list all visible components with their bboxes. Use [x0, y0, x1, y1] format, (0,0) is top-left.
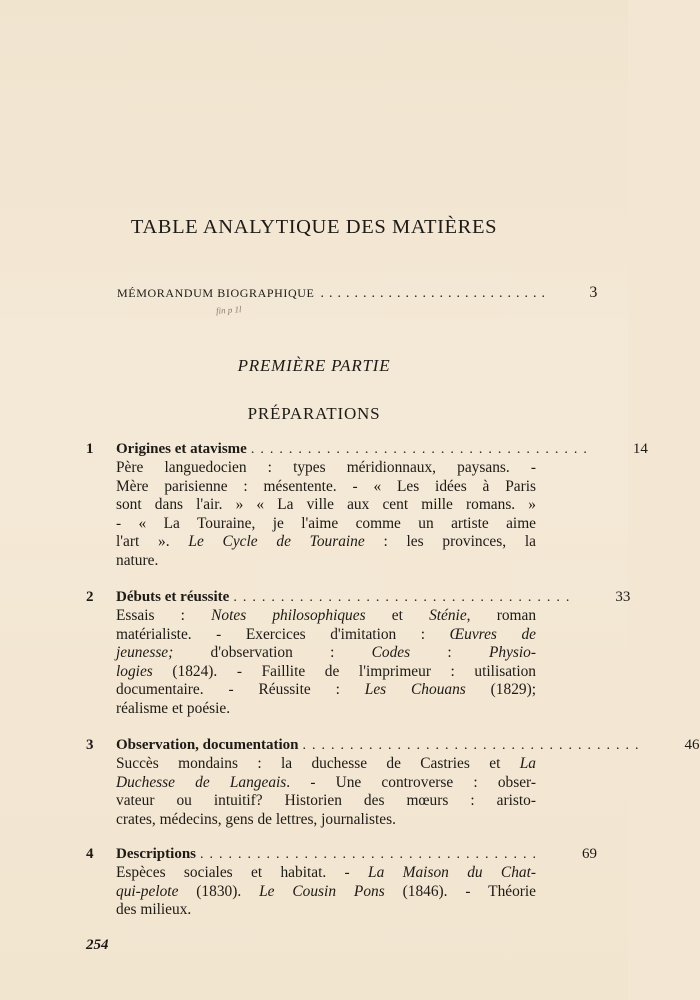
summary-line: Succès mondains : la duchesse de Castries et La	[116, 755, 536, 772]
entry-page: 69	[582, 846, 597, 862]
summary-line: - « La Touraine, je l'aime comme un artiste aime	[116, 514, 536, 532]
leader-dots: ....................................	[250, 442, 593, 457]
memorandum-entry	[117, 284, 598, 302]
entry-number: 3	[86, 737, 94, 753]
summary-line: logies (1824). - Faillite de l'imprimeur : utilisation	[116, 662, 536, 680]
entry-number: 2	[86, 589, 94, 605]
summary-line: nature.	[116, 551, 159, 569]
summary-line: qui-pelote (1830). Le Cousin Pons (1846). - Théorie	[116, 882, 537, 900]
entry-page: 46	[684, 737, 700, 753]
entry-summary	[116, 755, 536, 829]
summary-line: Mère parisienne : mésentente. - « Les idées à Paris	[116, 477, 536, 495]
entry-heading: Origines et atavisme	[116, 441, 247, 457]
entry-heading-row	[116, 737, 700, 754]
summary-line: jeunesse; d'observation : Codes : Physio-	[116, 644, 536, 662]
summary-line: vateur ou intuitif? Historien des mœurs : aristo-	[116, 792, 536, 810]
entry-summary	[116, 864, 536, 920]
entry-heading: Observation, documentation	[116, 737, 299, 753]
entry-heading: Descriptions	[116, 846, 196, 862]
handwritten-note: fin p 1l	[215, 304, 242, 316]
section-title: PRÉPARATIONS	[247, 404, 381, 423]
summary-line: Essais : Notes philosophiques et Sténie, roman	[116, 607, 537, 624]
summary-line: matérialiste. - Exercices d'imitation : Œuvres de	[116, 625, 536, 643]
entry-heading-row	[116, 589, 631, 606]
summary-line: des milieux.	[116, 901, 192, 919]
summary-line: l'art ». Le Cycle de Touraine : les provinces, la	[116, 533, 536, 551]
summary-line: Père languedocien : types méridionnaux, paysans. -	[116, 459, 536, 476]
summary-line: Espèces sociales et habitat. - La Maison du Chat-	[116, 864, 536, 881]
summary-line: crates, médecins, gens de lettres, journalistes.	[116, 810, 396, 828]
page-number: 254	[86, 937, 109, 953]
entry-heading: Débuts et réussite	[116, 589, 230, 605]
leader-dots: ....................................	[233, 590, 576, 605]
summary-line: sont dans l'air. » « La ville aux cent mille romans. »	[116, 496, 536, 514]
memorandum-label: MÉMORANDUM BIOGRAPHIQUE	[117, 286, 315, 300]
entry-summary	[116, 607, 536, 719]
memorandum-page: 3	[589, 284, 598, 301]
part-title: PREMIÈRE PARTIE	[237, 356, 391, 375]
entry-number: 1	[86, 441, 94, 457]
summary-line: réalisme et poésie.	[116, 699, 231, 717]
entry-heading-row	[116, 441, 648, 458]
leader-dots: ....................................	[302, 738, 645, 753]
entry-heading-row	[116, 846, 597, 863]
page-title: TABLE ANALYTIQUE DES MATIÈRES	[130, 216, 498, 238]
summary-line: Duchesse de Langeais. - Une controverse : obser-	[116, 773, 536, 791]
leader-dots: ...........................	[320, 286, 550, 301]
entry-page: 33	[615, 589, 631, 605]
entry-number: 4	[86, 846, 94, 862]
entry-summary	[116, 459, 536, 571]
leader-dots: ....................................	[200, 847, 542, 862]
entry-page: 14	[632, 441, 648, 457]
summary-line: documentaire. - Réussite : Les Chouans (1829);	[116, 681, 536, 699]
